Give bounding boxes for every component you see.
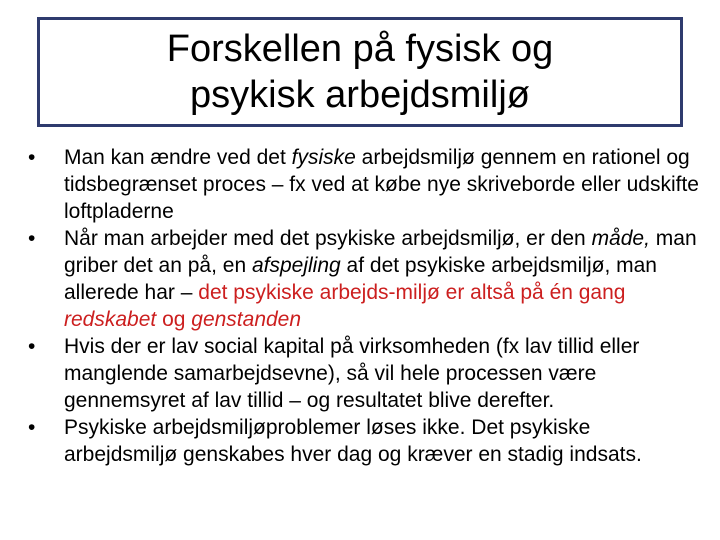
bullet-3-text: Hvis der er lav social kapital på virksomheden (fx lav tillid eller manglende samarbejdsevne), så vil hele processen være gennemsyret af lav tillid – og resultatet blive derefter. — [64, 335, 640, 412]
bullet-list — [28, 144, 700, 468]
bullet-marker: • — [28, 416, 36, 439]
bullet-marker: • — [28, 146, 36, 169]
bullet-2-highlight-text: det psykiske arbejds-miljø er altså på én gang — [198, 281, 626, 304]
bullet-marker: • — [28, 335, 36, 358]
bullet-1-text-a: Man kan ændre ved det — [64, 146, 292, 169]
bullet-2-text-b: man griber det an på, en — [64, 227, 697, 277]
bullet-2-text-a: Når man arbejder med det psykiske arbejdsmiljø, er den — [64, 227, 592, 250]
slide-title: Forskellen på fysisk og psykisk arbejdsmiljø — [166, 28, 554, 116]
bullet-2-text-c: af det psykiske arbejdsmiljø, man allerede har – — [64, 254, 657, 304]
bullet-1-emphasis-fysiske: fysiske — [291, 146, 356, 169]
bullet-4-text: Psykiske arbejdsmiljøproblemer løses ikke. Det psykiske arbejdsmiljø genskabes hver dag og kræver en stadig indsats. — [64, 416, 642, 466]
bullet-2-emphasis-maade: måde, — [591, 227, 650, 250]
bullet-item-2 — [28, 225, 700, 333]
bullet-1-text-b: arbejdsmiljø gennem en rationel og tidsbegrænset proces – fx ved at købe nye skriveborde eller udskifte loftpladerne — [64, 146, 699, 223]
bullet-2-highlight-redskabet: redskabet — [64, 308, 157, 331]
bullet-2-highlight-og: og — [156, 308, 192, 331]
bullet-item-4 — [28, 414, 700, 468]
bullet-item-3 — [28, 333, 700, 414]
bullet-marker: • — [28, 227, 36, 250]
bullet-item-1 — [28, 144, 700, 225]
bullet-2-highlight-genstanden: genstanden — [191, 308, 302, 331]
bullet-2-emphasis-afspejling: afspejling — [251, 254, 341, 277]
slide-title-box — [37, 17, 683, 127]
